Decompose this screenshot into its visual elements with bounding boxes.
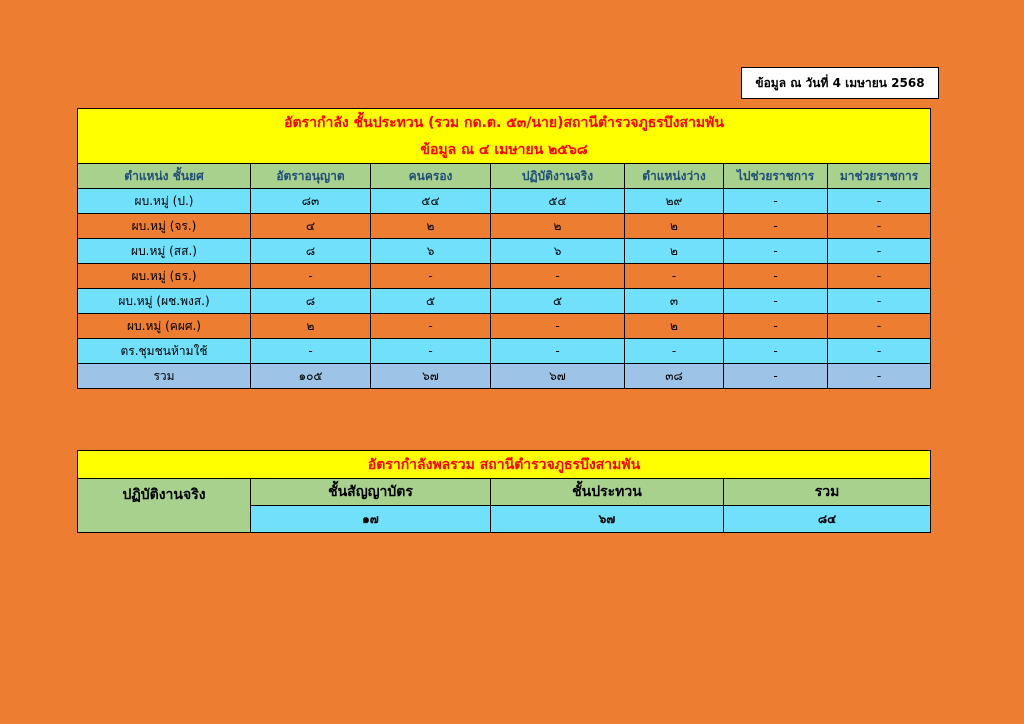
table-cell: - <box>491 339 625 364</box>
table-cell: ๒ <box>371 214 491 239</box>
row-label: ผบ.หมู่ (จร.) <box>78 214 251 239</box>
strength-table <box>77 108 931 389</box>
table-cell: ๓๘ <box>625 364 724 389</box>
table-cell: ๒ <box>625 239 724 264</box>
table-cell: ๒ <box>491 214 625 239</box>
table-cell: - <box>251 339 371 364</box>
table-row <box>78 239 931 264</box>
row-label: รวม <box>78 364 251 389</box>
table-cell: - <box>724 314 828 339</box>
table-cell: ๒ <box>625 314 724 339</box>
table-row <box>78 189 931 214</box>
table-cell: - <box>828 314 931 339</box>
row-label: ผบ.หมู่ (ธร.) <box>78 264 251 289</box>
table-cell: - <box>828 214 931 239</box>
table-row <box>78 289 931 314</box>
table-cell: - <box>828 289 931 314</box>
total-strength-table <box>77 450 931 533</box>
header-seconded-out: ไปช่วยราชการ <box>724 164 828 189</box>
table-cell: - <box>724 339 828 364</box>
table-cell: ๓ <box>625 289 724 314</box>
table-cell: - <box>371 339 491 364</box>
table-row <box>78 364 931 389</box>
table-cell: ๒ <box>251 314 371 339</box>
table-cell: - <box>828 364 931 389</box>
table-title: อัตรากำลัง ชั้นประทวน (รวม กด.ต. ๕๓/นาย)สถานีตำรวจภูธรบึงสามพัน <box>78 109 931 137</box>
header-authorized: อัตราอนุญาต <box>251 164 371 189</box>
table-cell: - <box>828 264 931 289</box>
table-cell: - <box>625 264 724 289</box>
table-cell: - <box>251 264 371 289</box>
value-non-commissioned: ๖๗ <box>491 506 724 533</box>
table-cell: - <box>491 264 625 289</box>
table-row <box>78 339 931 364</box>
total-table-title: อัตรากำลังพลรวม สถานีตำรวจภูธรบึงสามพัน <box>78 451 931 479</box>
header-non-commissioned: ชั้นประทวน <box>491 479 724 506</box>
header-occupied: คนครอง <box>371 164 491 189</box>
table-cell: ๕ <box>371 289 491 314</box>
table-cell: - <box>491 314 625 339</box>
table-cell: - <box>828 339 931 364</box>
table-subtitle: ข้อมูล ณ ๔ เมษายน ๒๕๖๘ <box>78 136 931 164</box>
table-cell: - <box>724 264 828 289</box>
table-cell: ๖๗ <box>491 364 625 389</box>
table-cell: ๒๙ <box>625 189 724 214</box>
table-cell: ๑๐๕ <box>251 364 371 389</box>
table-cell: - <box>724 189 828 214</box>
table-cell: ๕๔ <box>491 189 625 214</box>
table-cell: ๘ <box>251 239 371 264</box>
row-label-actual: ปฏิบัติงานจริง <box>78 479 251 533</box>
header-commissioned: ชั้นสัญญาบัตร <box>251 479 491 506</box>
table-header-row <box>78 164 931 189</box>
table-cell: ๖๗ <box>371 364 491 389</box>
table-cell: - <box>625 339 724 364</box>
header-total: รวม <box>724 479 931 506</box>
value-total: ๘๔ <box>724 506 931 533</box>
row-label: ตร.ชุมชนห้ามใช้ <box>78 339 251 364</box>
value-commissioned: ๑๗ <box>251 506 491 533</box>
table-cell: ๖ <box>491 239 625 264</box>
table-row <box>78 264 931 289</box>
table-cell: - <box>371 264 491 289</box>
table-cell: - <box>828 189 931 214</box>
table-cell: - <box>724 239 828 264</box>
table-cell: ๕ <box>491 289 625 314</box>
table-cell: ๕๔ <box>371 189 491 214</box>
table-cell: ๘ <box>251 289 371 314</box>
header-seconded-in: มาช่วยราชการ <box>828 164 931 189</box>
table-cell: ๖ <box>371 239 491 264</box>
table-cell: - <box>828 239 931 264</box>
row-label: ผบ.หมู่ (ผช.พงส.) <box>78 289 251 314</box>
table-cell: - <box>724 364 828 389</box>
table-row <box>78 314 931 339</box>
header-vacant: ตำแหน่งว่าง <box>625 164 724 189</box>
row-label: ผบ.หมู่ (คผศ.) <box>78 314 251 339</box>
table-cell: ๔ <box>251 214 371 239</box>
table-cell: ๒ <box>625 214 724 239</box>
header-actual: ปฏิบัติงานจริง <box>491 164 625 189</box>
row-label: ผบ.หมู่ (สส.) <box>78 239 251 264</box>
table-cell: - <box>371 314 491 339</box>
date-box: ข้อมูล ณ วันที่ 4 เมษายน 2568 <box>741 67 939 99</box>
table-row <box>78 214 931 239</box>
header-rank: ตำแหน่ง ชั้นยศ <box>78 164 251 189</box>
table-cell: - <box>724 214 828 239</box>
table-cell: - <box>724 289 828 314</box>
table-cell: ๘๓ <box>251 189 371 214</box>
row-label: ผบ.หมู่ (ป.) <box>78 189 251 214</box>
